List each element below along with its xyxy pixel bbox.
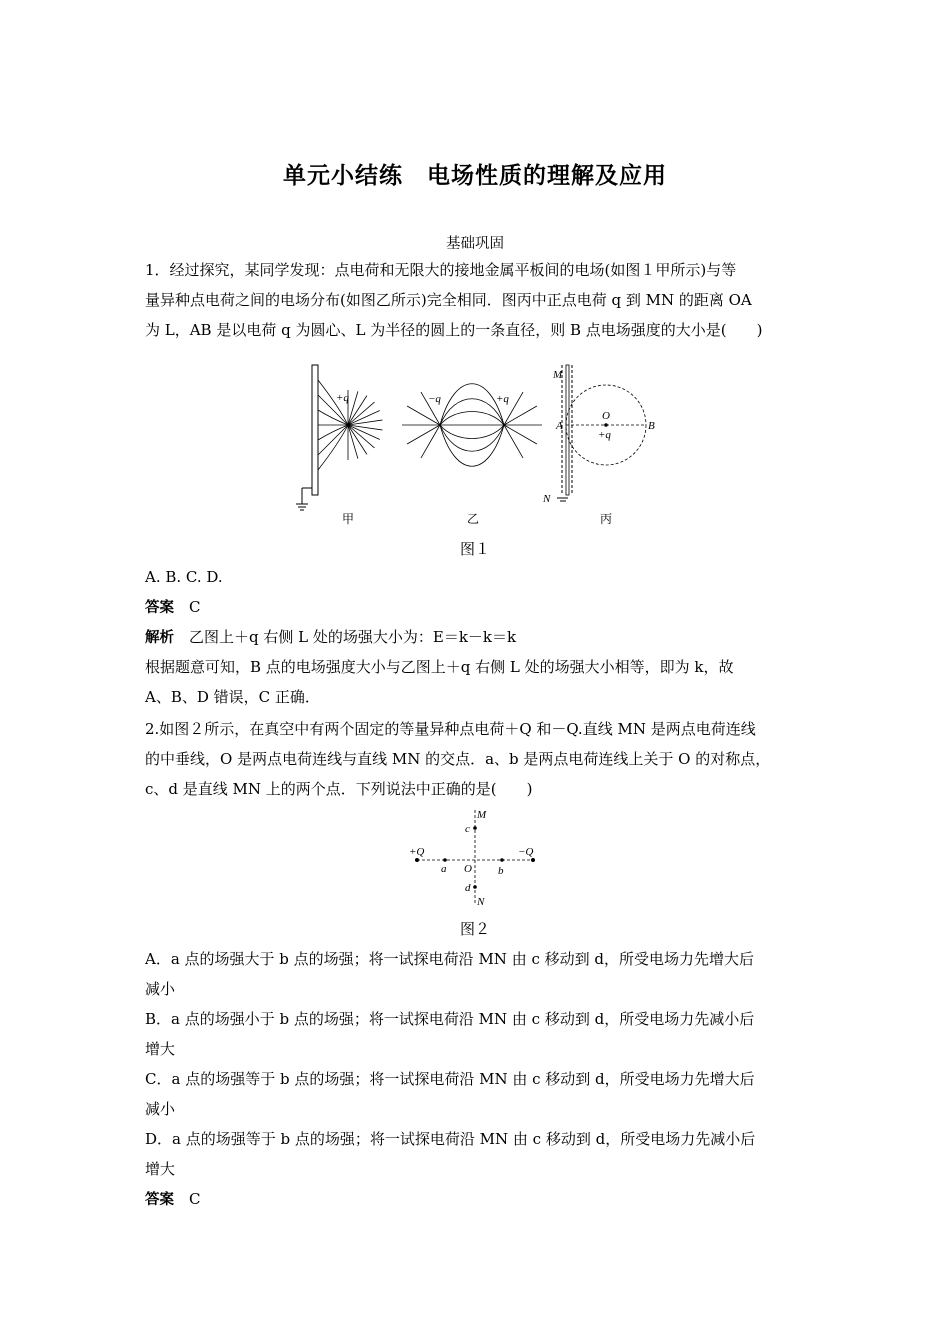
q2-line-1: 2.如图２所示，在真空中有两个固定的等量异种点电荷＋Q 和－Q.直线 MN 是两点电荷连线 (145, 720, 756, 738)
q1-line-1: 1．经过探究，某同学发现：点电荷和无限大的接地金属平板间的电场(如图１甲所示)与等 (145, 261, 737, 279)
q1-answer: C (189, 598, 201, 616)
q1-line-2: 量异种点电荷之间的电场分布(如图乙所示)完全相同．图丙中正点电荷 q 到 MN 的距离 OA (145, 291, 752, 309)
fig1-label-jia: 甲 (342, 512, 355, 526)
fig1-label-B: B (648, 420, 655, 432)
fig2-label-minusQ: −Q (518, 846, 534, 858)
section-heading: 基础巩固 (446, 236, 504, 252)
fig2-point-a (443, 858, 447, 862)
q2-answer: C (189, 1190, 201, 1208)
q1-analysis-line-1: 乙图上＋q 右侧 L 处的场强大小为：E＝k－k＝k (189, 628, 517, 646)
fig1-label-yi: 乙 (467, 512, 480, 526)
figure-2 (405, 805, 545, 910)
field-line (407, 406, 440, 425)
fig2-point-c (473, 826, 477, 830)
figure-jia (296, 365, 383, 510)
fig1-label-N: N (543, 493, 551, 505)
field-line (348, 425, 358, 459)
q2-option-a-line-1: A．a 点的场强大于 b 点的场强；将一试探电荷沿 MN 由 c 移动到 d，所受电场力先增大后 (145, 950, 755, 968)
q2-answer-label: 答案 (145, 1192, 174, 1208)
q2-line-2: 的中垂线，O 是两点电荷连线与直线 MN 的交点．a、b 是两点电荷连线上关于 O 的对称点， (145, 750, 771, 768)
q1-analysis-line-3: A、B、D 错误，C 正确． (145, 688, 320, 706)
figure-yi (402, 384, 542, 467)
fig2-label-c: c (465, 823, 470, 835)
fig1-yi-minus-q: −q (428, 393, 441, 405)
q2-option-c-line-2: 减小 (145, 1100, 176, 1118)
fig1-label-O: O (602, 410, 610, 422)
q2-option-b-line-2: 增大 (145, 1040, 176, 1058)
q2-option-d-line-2: 增大 (145, 1160, 176, 1178)
field-line (407, 425, 440, 444)
q1-analysis-label: 解析 (145, 630, 174, 646)
figure-1 (290, 360, 670, 530)
fig2-label-a: a (441, 863, 447, 875)
fig2-charge-minus (531, 858, 535, 862)
fig2-label-N: N (477, 896, 485, 908)
fig1-label-A: A (556, 420, 563, 432)
field-line (348, 391, 358, 425)
fig1-jia-plus-q: +q (336, 392, 349, 404)
fig2-label-M: M (477, 809, 487, 821)
fig1-bing-plus-q: +q (598, 429, 611, 441)
field-line (440, 412, 504, 426)
q2-line-3: c、d 是直线 MN 上的两个点．下列说法中正确的是( ) (145, 780, 533, 798)
q2-option-c-line-1: C．a 点的场强等于 b 点的场强；将一试探电荷沿 MN 由 c 移动到 d，所受电场力先增大后 (145, 1070, 755, 1088)
fig2-charge-plus (415, 858, 419, 862)
field-line (504, 406, 537, 425)
fig2-label-b: b (498, 865, 504, 877)
figure-2-caption: 图２ (459, 920, 490, 938)
q2-option-b-line-1: B．a 点的场强小于 b 点的场强；将一试探电荷沿 MN 由 c 移动到 d，所受电场力先减小后 (145, 1010, 755, 1028)
field-line (440, 384, 504, 425)
q1-analysis-line-2: 根据题意可知，B 点的电场强度大小与乙图上＋q 右侧 L 处的场强大小相等，即为 k，故 (145, 658, 734, 676)
q1-line-3: 为 L，AB 是以电荷 q 为圆心、L 为半径的圆上的一条直径，则 B 点电场强度的大小是( ) (145, 321, 763, 339)
fig2-label-O: O (464, 863, 472, 875)
fig2-point-b (500, 858, 504, 862)
field-line (504, 425, 537, 444)
figure-1-caption: 图１ (459, 540, 490, 558)
fig2-point-d (473, 885, 477, 889)
field-line (421, 425, 440, 458)
q2-option-d-line-1: D．a 点的场强等于 b 点的场强；将一试探电荷沿 MN 由 c 移动到 d，所受电场力先减小后 (145, 1130, 756, 1148)
field-line (440, 425, 504, 466)
fig2-label-d: d (465, 882, 471, 894)
q2-option-a-line-2: 减小 (145, 980, 176, 998)
fig1-yi-plus-q: +q (496, 393, 509, 405)
fig1-label-bing: 丙 (600, 512, 613, 526)
page-title: 单元小结练 电场性质的理解及应用 (283, 163, 667, 189)
q1-answer-label: 答案 (145, 600, 174, 616)
fig2-label-plusQ: +Q (409, 846, 425, 858)
q1-options: A. B. C. D. (145, 568, 223, 586)
field-line (504, 425, 523, 458)
field-line (318, 425, 348, 455)
field-line (440, 425, 504, 439)
fig1-label-M: M (553, 369, 563, 381)
